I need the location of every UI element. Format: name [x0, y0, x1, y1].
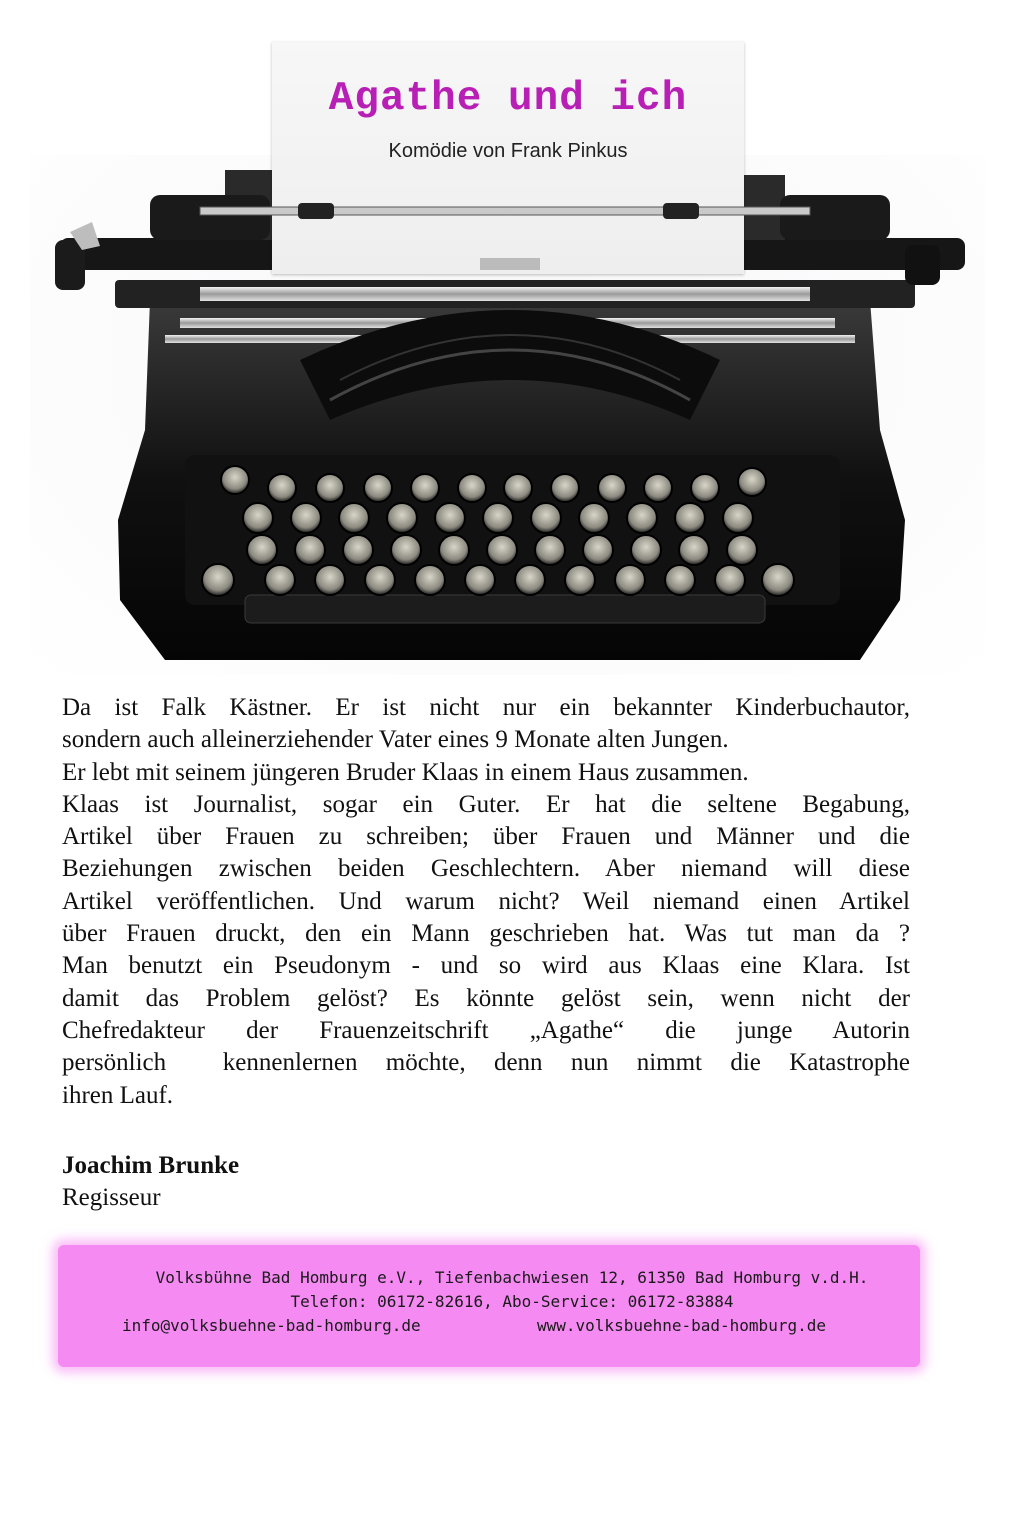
- contact-address: Volksbühne Bad Homburg e.V., Tiefenbachwiesen 12, 61350 Bad Homburg v.d.H.: [155, 1268, 869, 1287]
- contact-website-link[interactable]: www.volksbuehne-bad-homburg.de: [537, 1316, 826, 1335]
- synopsis-text: [62, 692, 910, 1112]
- synopsis-line: ihren Lauf.: [62, 1081, 174, 1109]
- contact-phone: Telefon: 06172-82616, Abo-Service: 06172-83884: [290, 1292, 734, 1311]
- author-name: Joachim Brunke: [62, 1152, 240, 1179]
- contact-email-link[interactable]: info@volksbuehne-bad-homburg.de: [122, 1316, 421, 1335]
- synopsis-line: damit das Problem gelöst? Es könnte gelöst sein, wenn nicht der: [62, 984, 910, 1012]
- synopsis-line: Da ist Falk Kästner. Er ist nicht nur ein bekannter Kinderbuchautor,: [62, 694, 910, 721]
- paper-bail-bar: [0, 0, 1024, 300]
- synopsis-line: Chefredakteur der Frauenzeitschrift „Agathe“ die junge Autorin: [62, 1016, 910, 1044]
- synopsis-line: Artikel über Frauen zu schreiben; über Frauen und Männer und die: [62, 823, 910, 851]
- author-role: Regisseur: [62, 1184, 161, 1211]
- synopsis-line: Beziehungen zwischen beiden Geschlechtern. Aber niemand will diese: [62, 855, 910, 883]
- synopsis-line: Man benutzt ein Pseudonym - und so wird aus Klaas eine Klara. Ist: [62, 952, 910, 980]
- page-title: Agathe und ich: [328, 76, 688, 122]
- synopsis-line: Er lebt mit seinem jüngeren Bruder Klaas in einem Haus zusammen.: [62, 758, 749, 786]
- synopsis-line: über Frauen druckt, den ein Mann geschrieben hat. Was tut man da ?: [62, 920, 910, 948]
- synopsis-line: sondern auch alleinerziehender Vater eines 9 Monate alten Jungen.: [62, 726, 729, 754]
- page-subtitle: Komödie von Frank Pinkus: [388, 140, 628, 162]
- synopsis-line: Artikel veröffentlichen. Und warum nicht? Weil niemand einen Artikel: [62, 887, 910, 915]
- synopsis-line: Klaas ist Journalist, sogar ein Guter. Er hat die seltene Begabung,: [62, 790, 910, 818]
- synopsis-line: persönlich kennenlernen möchte, denn nun nimmt die Katastrophe: [62, 1049, 910, 1077]
